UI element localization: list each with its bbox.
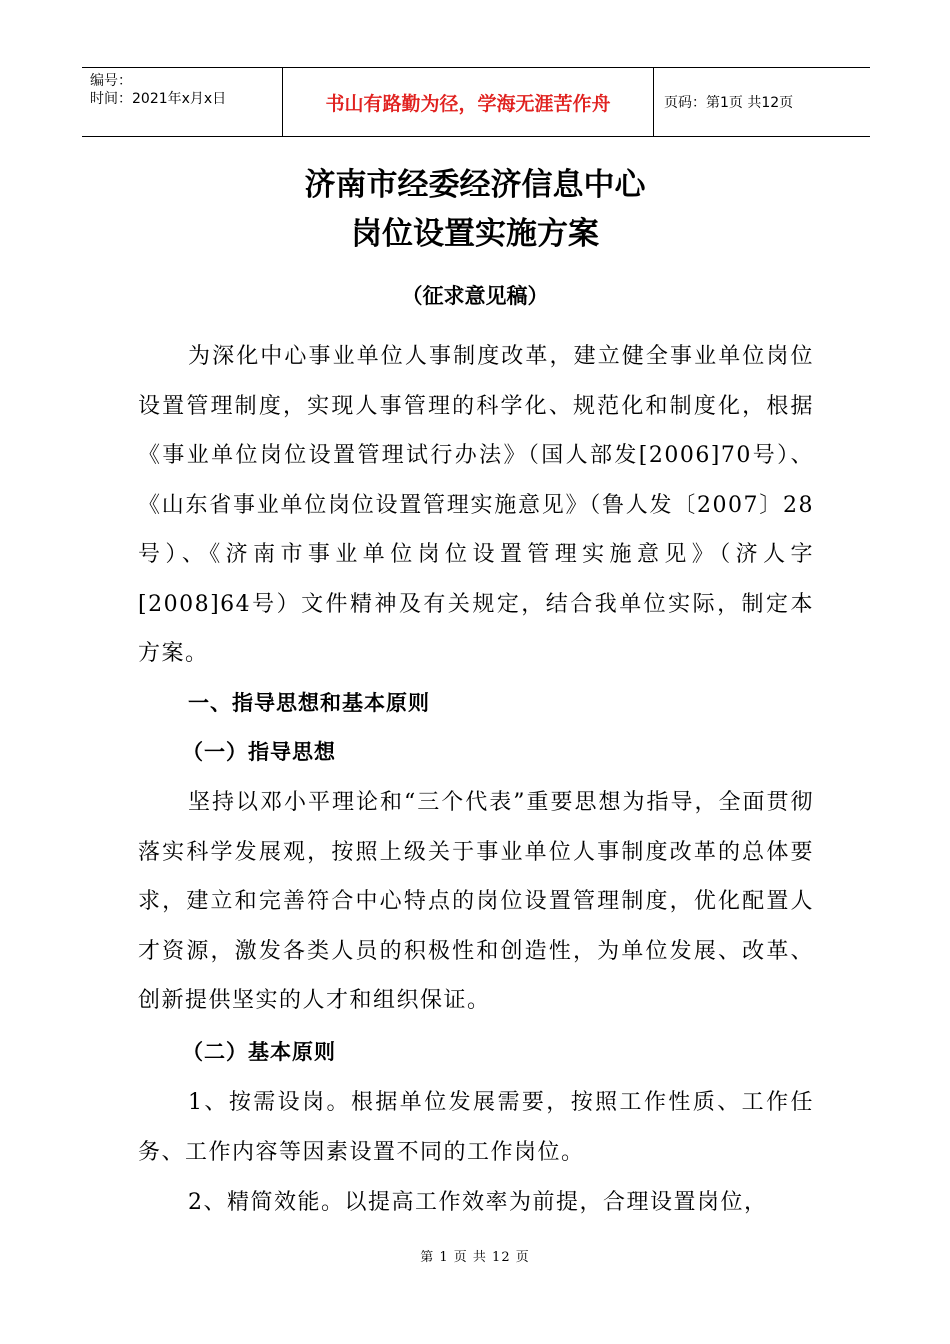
- document-subtitle: （征求意见稿）: [401, 284, 549, 308]
- subsection-heading-principles: （二）基本原则: [182, 1040, 336, 1064]
- motto-text: 书山有路勤为径，学海无涯苦作舟: [325, 92, 611, 115]
- principle-item-2: 2、精简效能。以提高工作效率为前提，合理设置岗位，: [188, 1190, 768, 1215]
- date-label: 时间：2021年x月x日: [90, 91, 227, 107]
- header-meta-cell: [82, 68, 282, 136]
- section-heading-1: 一、指导思想和基本原则: [188, 691, 430, 715]
- number-label: 编号：: [90, 73, 132, 89]
- page-code: 页码：第1页 共12页: [664, 95, 794, 111]
- header-page-cell: [654, 68, 870, 136]
- header-motto-cell: [282, 68, 654, 136]
- subsection-heading-guide: （一）指导思想: [182, 740, 336, 764]
- principle-item-1: 1、按需设岗。根据单位发展需要，按照工作性质、工作任务、工作内容等因素设置不同的工作岗位。: [138, 1090, 814, 1165]
- document-header: [82, 67, 870, 137]
- page-footer: 第 1 页 共 12 页: [420, 1250, 530, 1265]
- document-title-line2: 岗位设置实施方案: [351, 216, 599, 252]
- guide-paragraph: 坚持以邓小平理论和“三个代表”重要思想为指导，全面贯彻落实科学发展观，按照上级关于事业单位人事制度改革的总体要求，建立和完善符合中心特点的岗位设置管理制度，优化配置人才资源，激发各类人员的积极性和创造性，为单位发展、改革、创新提供坚实的人才和组织保证。: [138, 790, 814, 1013]
- document-title-line1: 济南市经委经济信息中心: [304, 167, 646, 203]
- intro-paragraph: 为深化中心事业单位人事制度改革，建立健全事业单位岗位设置管理制度，实现人事管理的科学化、规范化和制度化，根据《事业单位岗位设置管理试行办法》（国人部发[2006]70号）、《山东省事业单位岗位设置管理实施意见》（鲁人发〔2007〕28号）、《济南市事业单位岗位设置管理实施意见》（济人字[2008]64号）文件精神及有关规定，结合我单位实际，制定本方案。: [138, 344, 814, 666]
